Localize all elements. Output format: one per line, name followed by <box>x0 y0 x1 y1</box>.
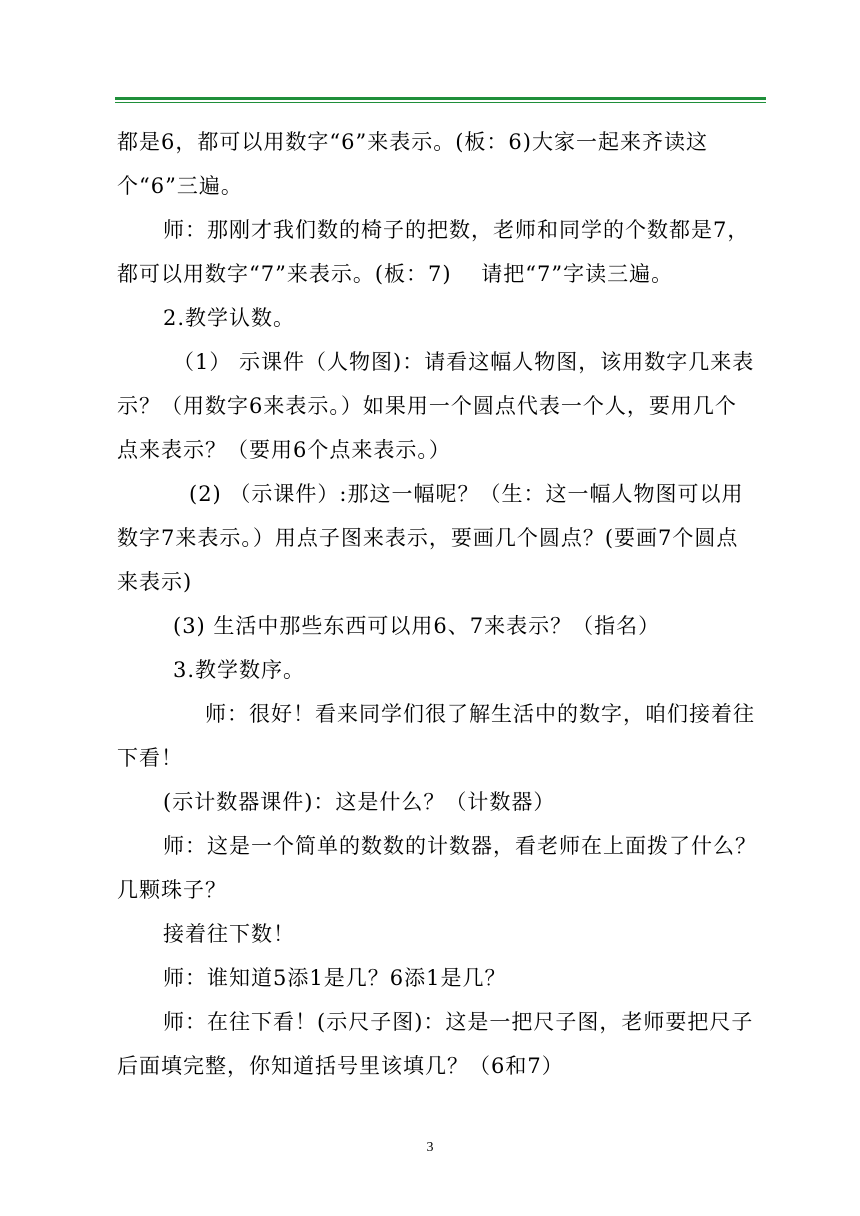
paragraph: 接着往下数！ <box>163 922 295 946</box>
paragraph: 都是6，都可以用数字“6”来表示。(板：6)大家一起来齐读这个“6”三遍。 <box>117 130 708 198</box>
paragraph: (示计数器课件)：这是什么？（计数器） <box>163 790 556 814</box>
paragraph: 师：很好！看来同学们很了解生活中的数字，咱们接着往下看！ <box>117 702 755 770</box>
header-rule <box>115 97 766 100</box>
paragraph: 3.教学数序。 <box>173 658 306 682</box>
paragraph: 2.教学认数。 <box>163 306 296 330</box>
paragraph: (3) 生活中那些东西可以用6、7来表示？（指名） <box>173 614 661 638</box>
header-rule-thin <box>115 102 766 103</box>
paragraph: (2) （示课件）:那这一幅呢？（生：这一幅人物图可以用数字7来表示。）用点子图来表示，要画几个圆点？(要画7个圆点来表示) <box>117 482 744 594</box>
paragraph: 师：这是一个简单的数数的计数器，看老师在上面拨了什么？几颗珠子？ <box>117 834 757 902</box>
paragraph: 师：谁知道5添1是几？6添1是几？ <box>163 966 507 990</box>
page-number: 3 <box>426 1140 434 1155</box>
document-body <box>117 120 757 1088</box>
paragraph: 师：那刚才我们数的椅子的把数，老师和同学的个数都是7，都可以用数字“7”来表示。(板：7) 请把“7”字读三遍。 <box>117 218 750 286</box>
paragraph: （1） 示课件（人物图)：请看这幅人物图，该用数字几来表示？（用数字6来表示。）如果用一个圆点代表一个人，要用几个点来表示？（要用6个点来表示。） <box>117 350 755 462</box>
paragraph: 师：在往下看！(示尺子图)：这是一把尺子图，老师要把尺子后面填完整，你知道括号里该填几？（6和7） <box>117 1010 754 1078</box>
